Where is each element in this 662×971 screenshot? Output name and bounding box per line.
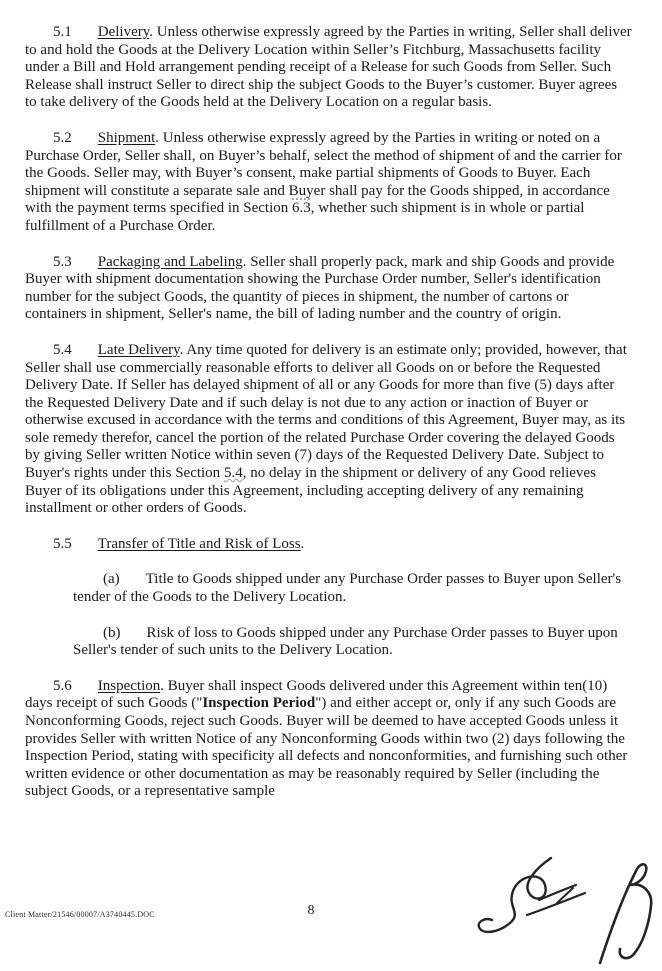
section-heading: Shipment <box>97 129 156 146</box>
section-5-2-paragraph <box>25 130 632 236</box>
section-body-text: , no delay in the shipment or delivery of any Good relieves Buyer of its obligations under this Agreement, including accepting delivery of any remaining installment or other orders of Goods. <box>25 465 596 517</box>
section-body-text: . Unless otherwise expressly agreed by the Parties in writing or noted on a Purchase Order, Seller shall, on Buyer’s behalf, select the method of shipment of and the carrier for the Goods. Seller may, with Buyer’s consent, make partial shipments of Goods to Buyer. Each shipment will constitute a separate sale and Buyer shall pay for the Goods shipped, in accordance with the payment terms specified in Section <box>25 129 622 217</box>
section-number: 5.5 <box>53 535 72 552</box>
section-body-text: , whether such shipment is in whole or partial fulfillment of a Purchase Order. <box>25 200 585 234</box>
handwritten-initials-2 <box>592 860 660 966</box>
section-5-1-paragraph <box>25 24 632 112</box>
subsection-a-paragraph <box>73 571 632 606</box>
section-number: 5.2 <box>53 129 72 146</box>
section-number: 5.1 <box>53 24 72 40</box>
section-body-text: . Seller shall properly pack, mark and ship Goods and provide Buyer with shipment documentation showing the Purchase Order number, Seller's identification number for the subject Goods, the quantity of pieces in shipment, the number of cartons or containers in shipment, Seller's name, the bill of lading number and the country of origin. <box>25 253 615 323</box>
subsection-label: (a) <box>103 571 120 588</box>
subsection-text: Risk of loss to Goods shipped under any Purchase Order passes to Buyer upon Seller's tender of such units to the Delivery Location. <box>73 624 618 659</box>
section-5-3-paragraph <box>25 254 632 324</box>
subsection-text: Title to Goods shipped under any Purchase Order passes to Buyer upon Seller's tender of the Goods to the Delivery Location. <box>73 571 622 606</box>
section-heading: Delivery <box>97 24 150 40</box>
handwritten-initials-1 <box>477 856 599 938</box>
section-body-text: ") and either accept or, only if any such Goods are Nonconforming Goods, reject such Goods. Buyer will be deemed to have accepted Goods unless it provides Seller with written Notice of any Nonconforming Goods within two (2) days following the Inspection Period, stating with specificity all defects and nonconformities, and furnishing such other written evidence or other documentation as may be reasonably required by Seller (including the subject Goods, or a representative sample <box>25 695 628 800</box>
section-heading: Late Delivery <box>97 341 180 358</box>
section-heading: Transfer of Title and Risk of Loss <box>97 535 301 552</box>
section-body-text: . Any time quoted for delivery is an estimate only; provided, however, that Seller shall use commercially reasonable efforts to deliver all Goods on or before the Requested Delivery Date. If Seller has delayed shipment of all or any Goods for more than five (5) days after the Requested Delivery Date and if such delay is not due to any action or inaction of Buyer or otherwise excused in accordance with the terms and conditions of this Agreement, Buyer may, as its sole remedy therefor, cancel the portion of the related Purchase Order covering the delayed Goods by giving Seller written Notice within seven (7) days of the Requested Delivery Date. Subject to Buyer's rights under this Section <box>25 341 627 482</box>
subsection-label: (b) <box>103 624 121 641</box>
contract-body <box>25 24 632 819</box>
section-5-5-paragraph <box>25 536 632 554</box>
section-number: 5.6 <box>53 677 72 694</box>
section-5-6-paragraph <box>25 678 632 801</box>
section-number: 5.3 <box>53 253 72 270</box>
subsection-b-paragraph <box>73 625 632 660</box>
section-body-text: . <box>300 535 305 552</box>
section-heading: Inspection <box>97 677 161 694</box>
page-number: 8 <box>307 903 315 918</box>
cross-reference: 6.3 <box>292 200 311 217</box>
section-number: 5.4 <box>53 341 72 358</box>
footer-file-reference: Client Matter/21546/00007/A3740445.DOC <box>5 910 155 919</box>
cross-reference: 5.4 <box>223 465 243 482</box>
section-5-4-paragraph <box>25 342 632 518</box>
section-body-text: . Buyer shall inspect Goods delivered under this Agreement within ten(10) days receipt of such Goods (" <box>25 677 608 712</box>
section-heading: Packaging and Labeling <box>97 253 243 270</box>
section-body-text: . Unless otherwise expressly agreed by the Parties in writing, Seller shall deliver to and hold the Goods at the Delivery Location within Seller’s Fitchburg, Massachusetts facility under a Bill and Hold arrangement pending receipt of a Release for such Goods from Seller. Such Release shall instruct Seller to direct ship the subject Goods to the Buyer’s customer. Buyer agrees to take delivery of the Goods held at the Delivery Location on a regular basis. <box>25 24 632 111</box>
defined-term: Inspection Period <box>202 695 316 712</box>
